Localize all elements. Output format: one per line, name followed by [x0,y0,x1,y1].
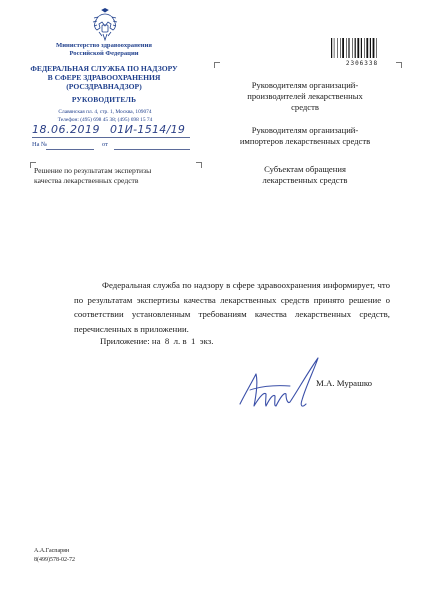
reference-prefix: На № [32,141,48,148]
body-paragraph: Федеральная служба по надзору в сфере здравоохранения информирует, что по результатам экспертизы качества лекарственных средств принято решение о соответствии установленным требованиям качества лекарственных средств, перечисленных в приложении. [74,280,390,334]
addressee-corner-tr [396,62,402,68]
barcode-bar [342,38,344,58]
handwritten-signature [232,352,328,416]
executor-phone: 8(499)578-02-72 [34,557,75,563]
registration-underline [32,137,190,138]
addressee-importers: Руководителям организаций- импортеров лекарственных средств [239,125,371,146]
addressee-subjects: Субъектам обращения лекарственных средств [262,164,348,185]
barcode-bar [361,38,362,58]
reference-row [32,141,192,151]
head-title: РУКОВОДИТЕЛЬ [71,95,137,104]
registration-number: 01И-1514/19 [110,123,186,136]
barcode-number: 2306338 [345,60,379,67]
barcode-bar [366,38,368,58]
ministry-name: Министерство здравоохранения Российской Федерации [56,42,152,57]
barcode-bar [348,38,349,58]
barcode-bar [357,38,359,58]
barcode-bar [370,38,371,58]
barcode-bar [352,38,353,58]
executor-name: А.А.Гаспарян [34,548,70,554]
coat-of-arms-icon [92,8,118,42]
reference-from-label: от [102,141,108,148]
barcode-bar [346,38,347,58]
barcode-bar [340,38,341,58]
addressee-manufacturers: Руководителям организаций- производителей лекарственных средств [247,80,363,112]
registration-date: 18.06.2019 [32,123,100,136]
signer-name: М.А. Мурашко [316,378,373,388]
attachment-note: Приложение: на 8 л. в 1 экз. [100,336,214,346]
barcode-bar [364,38,365,58]
barcode-bar [376,38,377,58]
addressee-corner-tl [214,62,220,68]
agency-address: Славянская пл. 4, стр. 1, Москва, 109074 Телефон: (495) 698 45 38; (495) 698 15 74 [57,109,153,123]
barcode-bar [334,38,335,58]
agency-name: ФЕДЕРАЛЬНАЯ СЛУЖБА ПО НАДЗОРУ В СФЕРЕ ЗДРАВООХРАНЕНИЯ (РОСЗДРАВНАДЗОР) [30,64,178,91]
reference-number-line [46,149,94,150]
barcode-bar [373,38,375,58]
barcode-bar [355,38,356,58]
barcode [330,38,392,58]
barcode-bar [337,38,338,58]
letter-subject: Решение по результатам экспертизы качества лекарственных средств [34,166,152,185]
reference-date-line [114,149,190,150]
barcode-bar [331,38,332,58]
